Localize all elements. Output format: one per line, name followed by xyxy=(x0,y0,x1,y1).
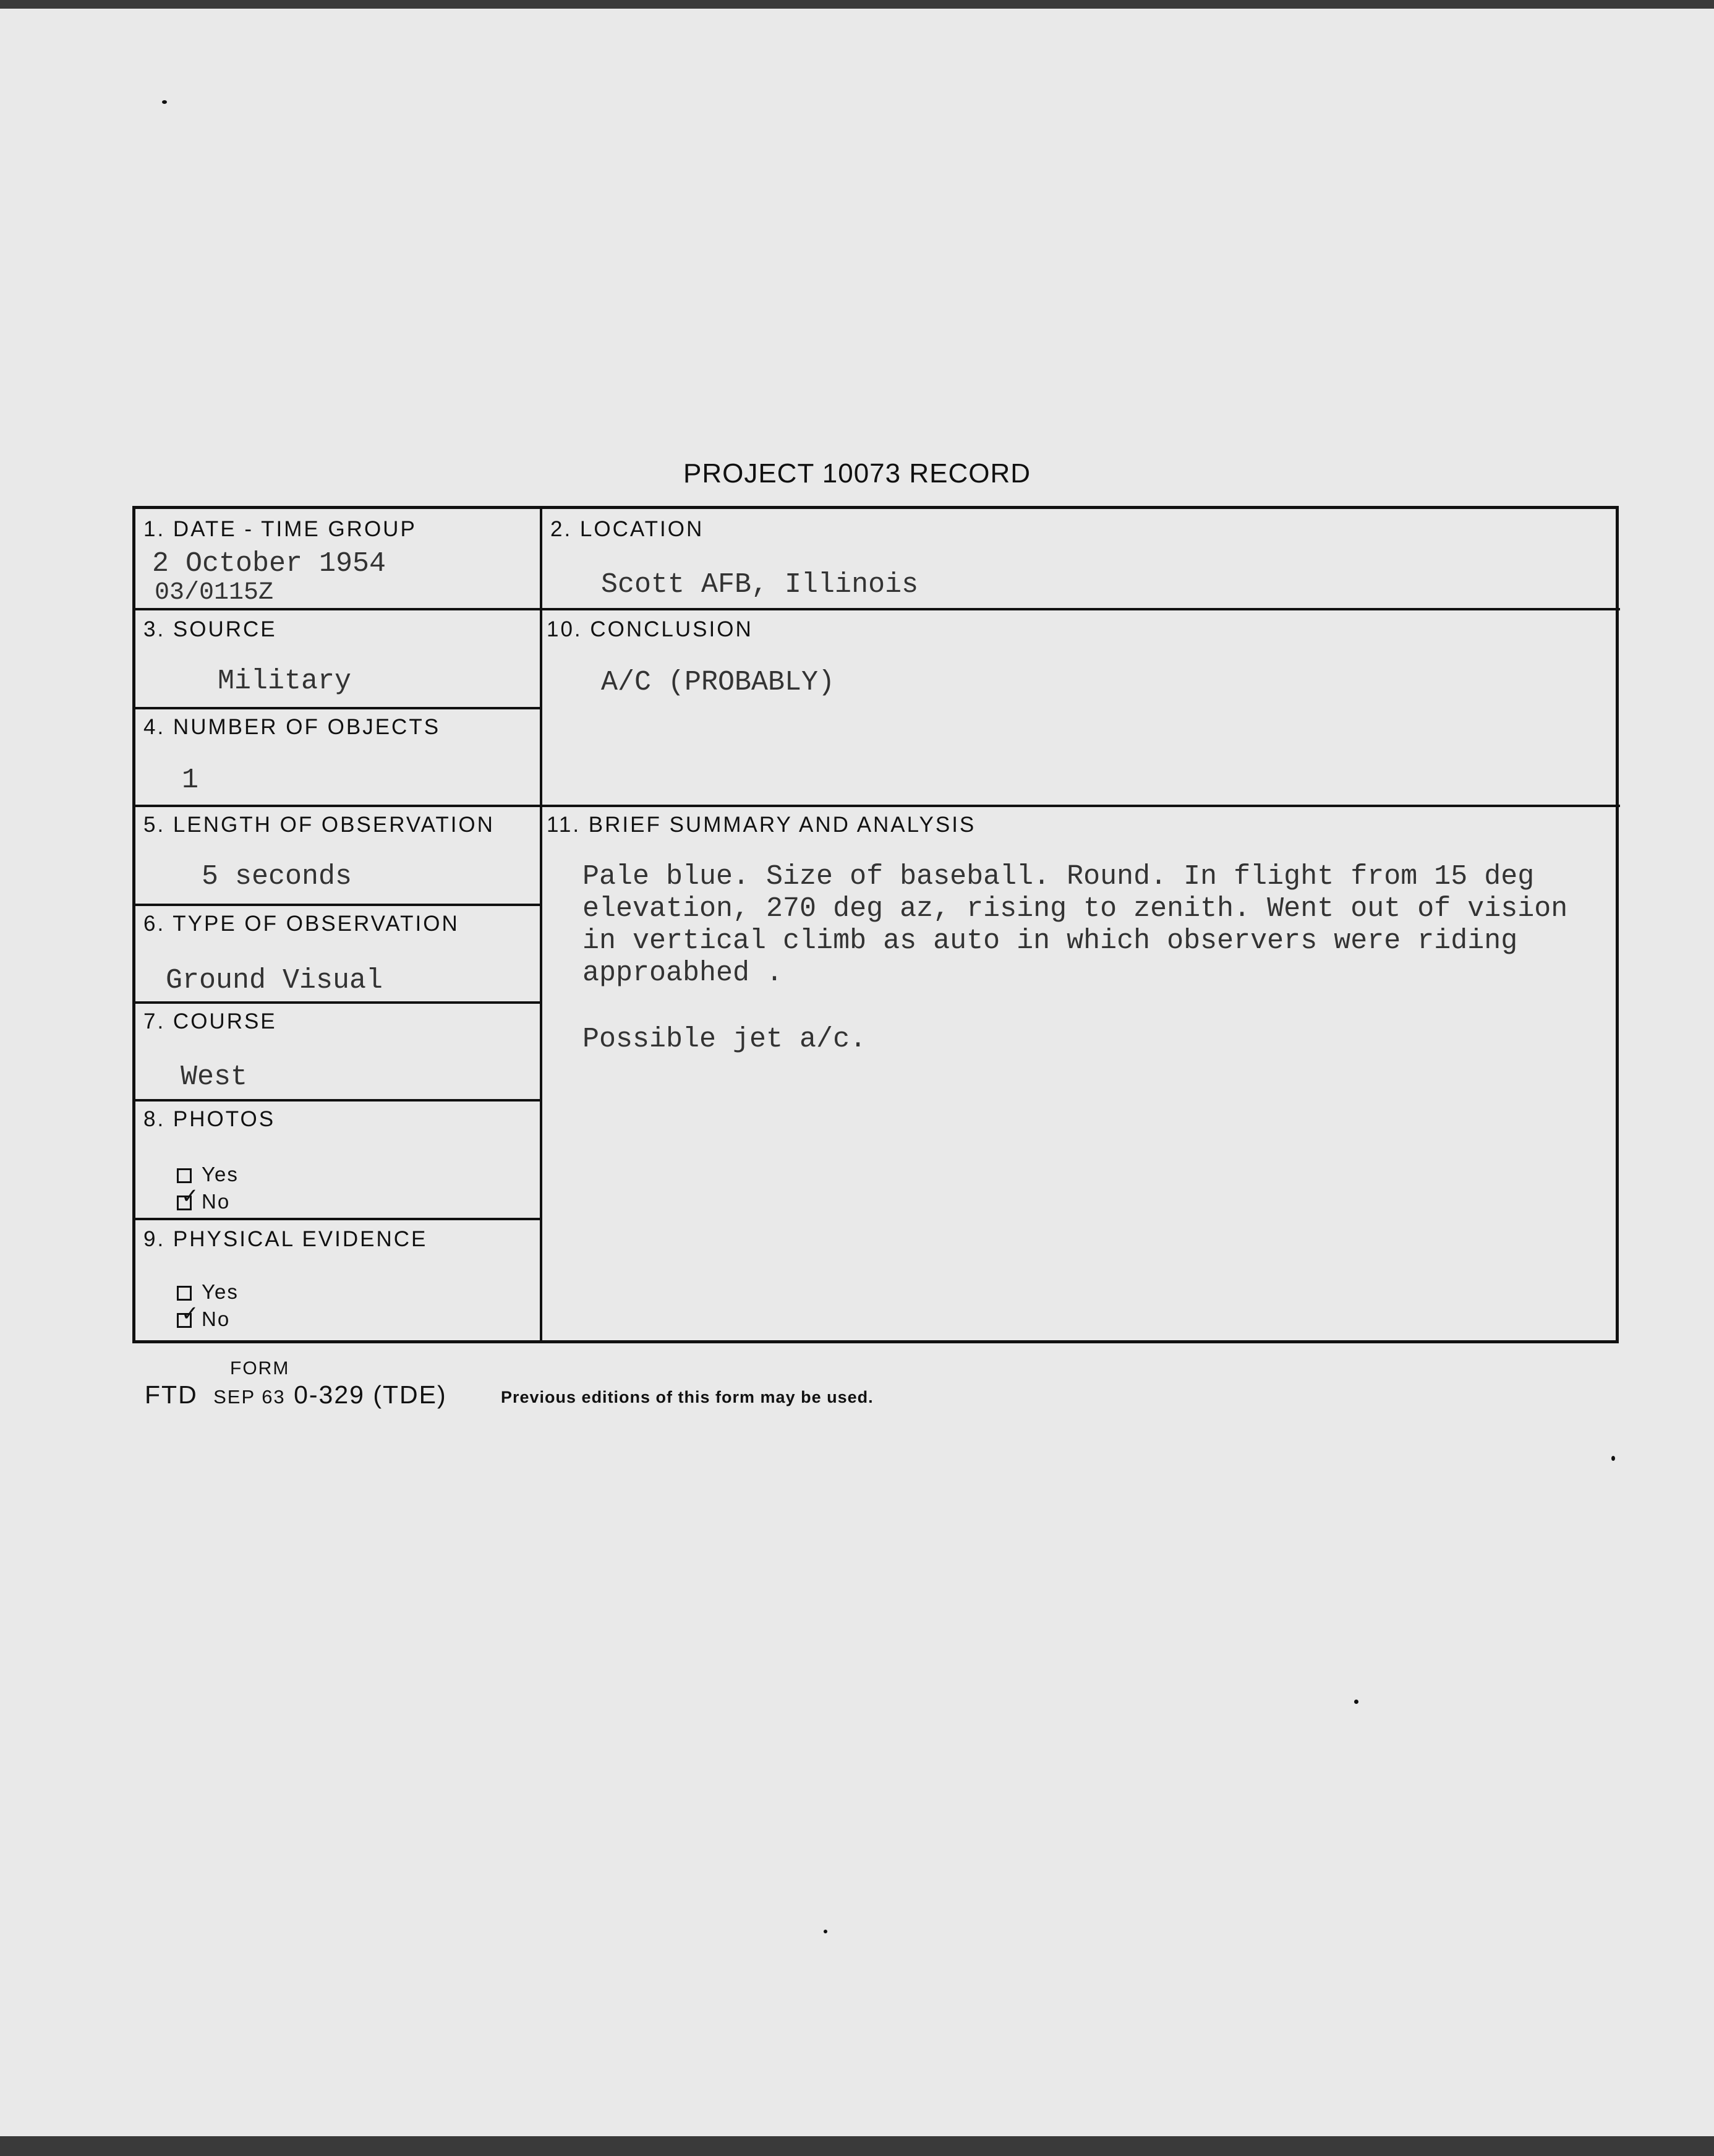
photos-yes-checkbox xyxy=(177,1168,192,1183)
physical-evidence-no-option xyxy=(177,1307,230,1331)
summary-paragraph: Pale blue. Size of baseball. Round. In flight from 15 deg elevation, 270 deg az, rising to zenith. Went out of vision in vertical climb as auto in which observers were riding approabhed . xyxy=(582,861,1568,989)
type-of-observation-label: 6. TYPE OF OBSERVATION xyxy=(143,912,459,936)
row-divider xyxy=(135,904,541,906)
document-page xyxy=(0,9,1714,2136)
summary-label: 11. BRIEF SUMMARY AND ANALYSIS xyxy=(547,813,976,837)
footer-ftd: FTD xyxy=(145,1380,198,1409)
summary-paragraph: Possible jet a/c. xyxy=(582,1024,867,1055)
photos-label: 8. PHOTOS xyxy=(143,1107,276,1131)
date-value: 2 October 1954 xyxy=(152,548,386,580)
row-divider xyxy=(135,707,541,709)
column-divider xyxy=(540,509,542,1341)
physical-evidence-yes-option xyxy=(177,1280,239,1304)
footer-form-word: FORM xyxy=(230,1358,290,1379)
photos-no-checkbox xyxy=(177,1196,192,1210)
footer-note: Previous editions of this form may be used. xyxy=(501,1388,874,1406)
summary-text xyxy=(582,861,1584,1090)
conclusion-value: A/C (PROBABLY) xyxy=(601,667,835,698)
physical-evidence-yes-label: Yes xyxy=(202,1280,239,1303)
course-label: 7. COURSE xyxy=(143,1009,277,1033)
photos-no-option xyxy=(177,1190,230,1213)
physical-evidence-label: 9. PHYSICAL EVIDENCE xyxy=(143,1227,428,1251)
time-value: 03/0115Z xyxy=(155,579,274,607)
footer-form-id xyxy=(145,1380,447,1410)
footer-form-number: 0-329 (TDE) xyxy=(294,1380,447,1409)
scan-speck xyxy=(1611,1456,1615,1461)
photos-no-label: No xyxy=(202,1190,231,1213)
scan-speck xyxy=(162,100,167,104)
course-value: West xyxy=(181,1061,248,1093)
date-time-label: 1. DATE - TIME GROUP xyxy=(143,517,417,541)
location-value: Scott AFB, Illinois xyxy=(601,569,919,601)
row-divider xyxy=(135,1099,541,1102)
row-divider xyxy=(135,608,541,610)
photos-yes-label: Yes xyxy=(202,1163,239,1186)
row-divider xyxy=(135,805,541,807)
number-of-objects-value: 1 xyxy=(182,764,199,796)
row-divider xyxy=(135,1001,541,1004)
location-label: 2. LOCATION xyxy=(550,517,704,541)
conclusion-label: 10. CONCLUSION xyxy=(547,617,753,641)
length-of-observation-value: 5 seconds xyxy=(202,861,352,892)
length-of-observation-label: 5. LENGTH OF OBSERVATION xyxy=(143,813,495,837)
scan-speck xyxy=(824,1930,827,1933)
form-title: PROJECT 10073 RECORD xyxy=(683,458,1031,489)
footer-date: SEP 63 xyxy=(213,1386,286,1408)
physical-evidence-no-checkbox xyxy=(177,1313,192,1328)
row-divider xyxy=(541,805,1620,807)
physical-evidence-no-label: No xyxy=(202,1307,231,1330)
scan-speck xyxy=(1354,1700,1358,1704)
source-value: Military xyxy=(218,665,352,697)
row-divider xyxy=(541,608,1620,610)
number-of-objects-label: 4. NUMBER OF OBJECTS xyxy=(143,715,441,739)
photos-yes-option xyxy=(177,1163,239,1186)
physical-evidence-yes-checkbox xyxy=(177,1286,192,1301)
row-divider xyxy=(135,1218,541,1220)
source-label: 3. SOURCE xyxy=(143,617,277,641)
type-of-observation-value: Ground Visual xyxy=(166,965,383,996)
